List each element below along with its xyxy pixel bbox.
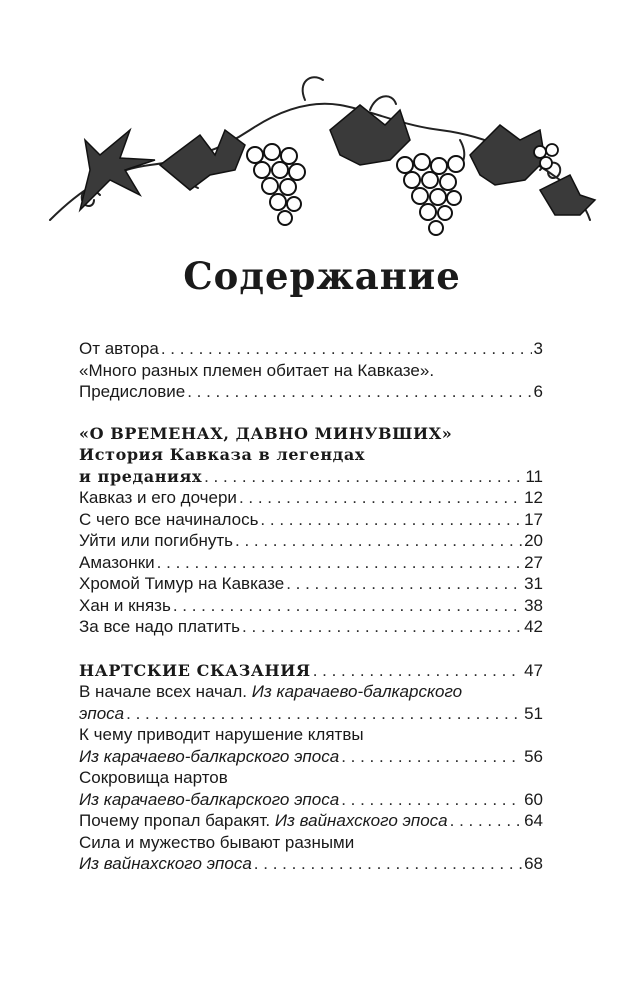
dot-leader bbox=[161, 338, 532, 360]
toc-entry[interactable] bbox=[79, 573, 543, 595]
section-heading-text: и преданиях bbox=[79, 466, 203, 486]
toc-entry-title: Хан и князь bbox=[79, 595, 171, 615]
toc-page-number: 12 bbox=[524, 488, 543, 507]
section-heading-line1 bbox=[79, 423, 543, 445]
dot-leader bbox=[235, 530, 522, 552]
dot-leader bbox=[157, 552, 522, 574]
dot-leader bbox=[126, 703, 522, 725]
toc-page-number: 51 bbox=[524, 703, 543, 723]
toc-entry-title: Уйти или погибнуть bbox=[79, 531, 233, 550]
dot-leader bbox=[173, 595, 522, 617]
toc-page-number: 38 bbox=[524, 595, 543, 615]
toc-page-number: 11 bbox=[525, 466, 543, 486]
toc-entry-title: За все надо платить bbox=[79, 617, 241, 636]
toc-entry-line1[interactable] bbox=[79, 767, 543, 789]
dot-leader bbox=[254, 853, 522, 875]
section-heading-text: НАРТСКИЕ СКАЗАНИЯ bbox=[79, 660, 311, 680]
toc-entry-text: В начале всех начал. bbox=[79, 682, 248, 701]
toc-entry-line2[interactable] bbox=[79, 746, 543, 768]
toc-entry-line1[interactable] bbox=[79, 832, 543, 854]
toc-entry[interactable] bbox=[79, 810, 543, 832]
table-of-contents bbox=[79, 338, 543, 875]
toc-page-number: 31 bbox=[524, 574, 543, 593]
spacer bbox=[79, 638, 543, 660]
toc-entry-title bbox=[79, 810, 448, 832]
toc-entry-line2[interactable] bbox=[79, 789, 543, 811]
dot-leader bbox=[187, 381, 531, 403]
toc-entry[interactable] bbox=[79, 595, 543, 617]
toc-entry-title bbox=[79, 681, 462, 703]
toc-entry-title: К чему приводит нарушение клятвы bbox=[79, 725, 364, 744]
toc-entry[interactable] bbox=[79, 616, 543, 638]
toc-entry-author[interactable] bbox=[79, 338, 543, 360]
toc-page-number: 56 bbox=[524, 746, 543, 766]
grapevine-ornament-icon bbox=[40, 70, 600, 245]
toc-entry-line2[interactable] bbox=[79, 853, 543, 875]
section-heading-line2 bbox=[79, 444, 543, 466]
toc-entry-title: Предисловие bbox=[79, 382, 186, 401]
toc-entry-source: Из карачаево-балкарского эпоса bbox=[79, 746, 340, 766]
toc-page-number: 20 bbox=[524, 531, 543, 550]
dot-leader bbox=[313, 660, 522, 682]
toc-page-number: 60 bbox=[524, 789, 543, 809]
dot-leader bbox=[204, 466, 523, 488]
toc-entry[interactable] bbox=[79, 509, 543, 531]
toc-page-number: 47 bbox=[524, 660, 543, 680]
section-heading-text: История Кавказа в легендах bbox=[79, 445, 366, 464]
toc-page-number: 27 bbox=[524, 552, 543, 572]
toc-entry-source: Из карачаево-балкарского эпоса bbox=[79, 789, 340, 809]
toc-entry-source: эпоса bbox=[79, 703, 125, 723]
toc-entry-title: Амазонки bbox=[79, 552, 155, 572]
dot-leader bbox=[450, 810, 522, 832]
toc-page-number: 42 bbox=[524, 617, 543, 636]
toc-page-number: 3 bbox=[533, 339, 543, 358]
toc-entry-source: Из вайнахского эпоса bbox=[274, 811, 448, 830]
dot-leader bbox=[341, 746, 522, 768]
section-heading-nart[interactable] bbox=[79, 660, 543, 682]
toc-entry-source: Из вайнахского эпоса bbox=[79, 854, 252, 873]
toc-page-number: 64 bbox=[524, 811, 543, 830]
toc-page-number: 68 bbox=[524, 854, 543, 873]
dot-leader bbox=[242, 616, 522, 638]
dot-leader bbox=[260, 509, 522, 531]
toc-entry-title: «Много разных племен обитает на Кавказе». bbox=[79, 360, 435, 380]
toc-entry-line2[interactable] bbox=[79, 703, 543, 725]
toc-entry-title: Кавказ и его дочери bbox=[79, 488, 237, 507]
toc-entry-text: Почему пропал баракят. bbox=[79, 811, 271, 830]
toc-entry-tribes[interactable] bbox=[79, 360, 543, 382]
toc-entry-line1[interactable] bbox=[79, 681, 543, 703]
toc-entry[interactable] bbox=[79, 552, 543, 574]
toc-entry-title: Хромой Тимур на Кавказе bbox=[79, 574, 285, 593]
toc-page-number: 6 bbox=[533, 382, 543, 401]
toc-entry-title: Сила и мужество бывают разными bbox=[79, 832, 355, 852]
toc-entry-title: Сокровища нартов bbox=[79, 768, 228, 787]
section-heading-line3[interactable] bbox=[79, 466, 543, 488]
dot-leader bbox=[239, 487, 522, 509]
dot-leader bbox=[286, 573, 522, 595]
toc-entry-line1[interactable] bbox=[79, 724, 543, 746]
page-title: Содержание bbox=[183, 254, 461, 298]
dot-leader bbox=[341, 789, 522, 811]
section-heading-text: «О ВРЕМЕНАХ, ДАВНО МИНУВШИХ» bbox=[79, 423, 453, 443]
toc-page-number: 17 bbox=[524, 509, 543, 529]
toc-entry-source: Из карачаево-балкарского bbox=[251, 682, 463, 701]
spacer bbox=[79, 403, 543, 423]
toc-entry-title: С чего все начиналось bbox=[79, 509, 259, 529]
toc-entry-title: От автора bbox=[79, 339, 159, 358]
toc-entry[interactable] bbox=[79, 487, 543, 509]
toc-entry-preface[interactable] bbox=[79, 381, 543, 403]
toc-entry[interactable] bbox=[79, 530, 543, 552]
